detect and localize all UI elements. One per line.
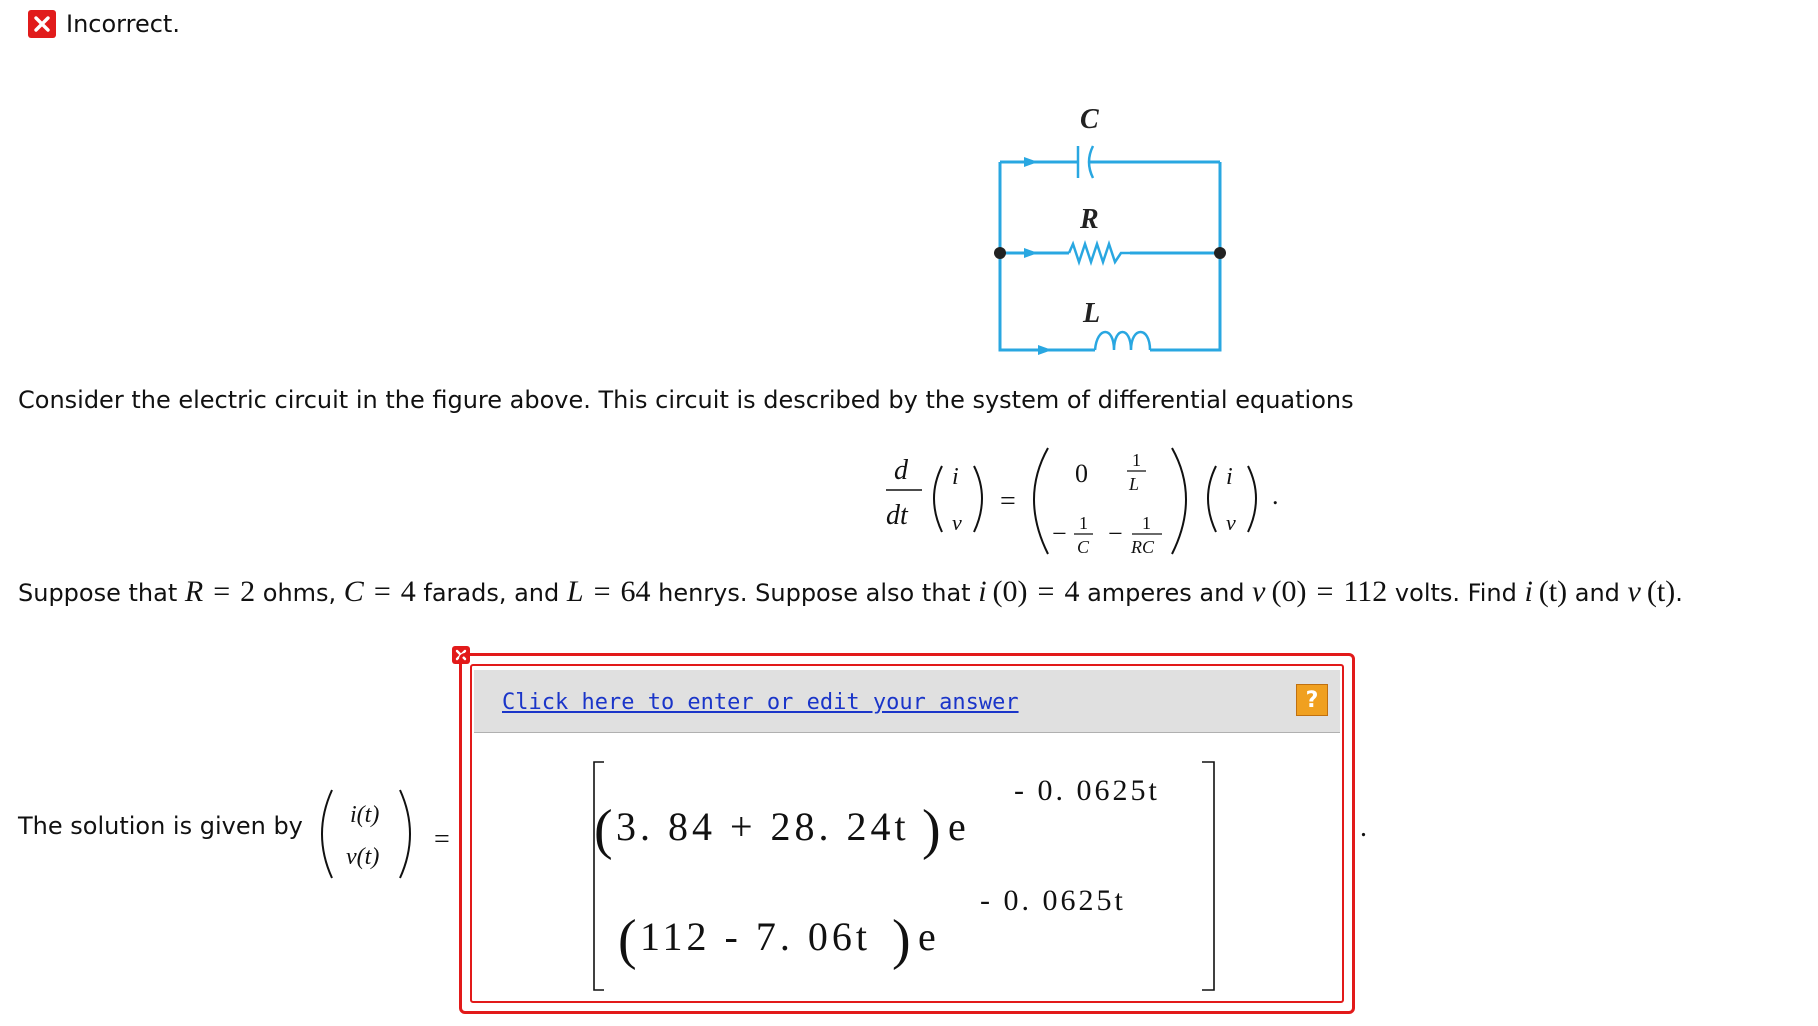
answer-row2-close: ) bbox=[892, 909, 911, 971]
given-it-arg: (t) bbox=[1538, 575, 1568, 608]
answer-row1-coeff: 3. 84 + 28. 24t bbox=[616, 804, 910, 849]
eq-d: d bbox=[894, 455, 908, 486]
answer-row2-exponent: - 0. 0625t bbox=[980, 884, 1126, 917]
solution-vt: v(t) bbox=[346, 844, 380, 870]
given-text-1: Suppose that bbox=[18, 579, 185, 607]
eq-dt: dt bbox=[886, 500, 908, 531]
eq-m21-num: 1 bbox=[1079, 513, 1088, 533]
given-i0-value: 4 bbox=[1064, 575, 1080, 608]
answer-row1-e: e bbox=[948, 804, 966, 849]
eq-m22-den: RC bbox=[1131, 537, 1155, 557]
problem-intro: Consider the electric circuit in the figure above. This circuit is described by the system of differential equations bbox=[18, 386, 1354, 414]
given-eq-1: = bbox=[213, 575, 231, 608]
solution-it: i(t) bbox=[350, 802, 380, 828]
given-i0-arg: (0) bbox=[992, 575, 1028, 608]
eq-m21-den: C bbox=[1077, 537, 1090, 557]
given-text-4: henrys. Suppose also that bbox=[650, 579, 979, 607]
solution-period: . bbox=[1360, 812, 1367, 843]
eq-equals: = bbox=[1000, 486, 1016, 517]
help-button[interactable]: ? bbox=[1296, 684, 1328, 716]
given-v0-arg: (0) bbox=[1271, 575, 1307, 608]
solution-label: The solution is given by bbox=[18, 812, 303, 840]
answer-row2-e: e bbox=[918, 914, 936, 959]
given-i0: i bbox=[978, 575, 987, 608]
answer-row2-open: ( bbox=[618, 909, 637, 971]
given-eq-3: = bbox=[593, 575, 611, 608]
given-values bbox=[18, 575, 1683, 625]
edit-answer-link[interactable]: Click here to enter or edit your answer bbox=[502, 690, 1019, 715]
given-vt-arg: (t) bbox=[1646, 575, 1676, 608]
answer-row1-close: ) bbox=[922, 799, 941, 861]
close-icon bbox=[28, 10, 56, 38]
given-text-3: farads, and bbox=[415, 579, 567, 607]
circuit-diagram bbox=[980, 92, 1240, 372]
given-R: R bbox=[184, 575, 204, 608]
answer-row1-open: ( bbox=[594, 799, 613, 861]
given-text-8: . bbox=[1675, 579, 1683, 607]
given-v0: v bbox=[1252, 575, 1266, 608]
given-eq-5: = bbox=[1316, 575, 1334, 608]
given-L: L bbox=[566, 575, 584, 608]
inductor-label: L bbox=[1083, 298, 1101, 329]
given-vt: v bbox=[1627, 575, 1641, 608]
capacitor-label: C bbox=[1080, 104, 1099, 135]
eq-m21-sign: − bbox=[1052, 519, 1067, 548]
result-status bbox=[28, 8, 180, 40]
answer-row1-exponent: - 0. 0625t bbox=[1014, 774, 1160, 807]
eq-m22-num: 1 bbox=[1142, 513, 1151, 533]
eq-vec1-v: v bbox=[952, 510, 962, 535]
ode-system bbox=[880, 442, 1360, 562]
eq-m11: 0 bbox=[1075, 459, 1088, 488]
solution-vector bbox=[316, 784, 462, 884]
eq-m22-sign: − bbox=[1108, 519, 1123, 548]
given-text-2: ohms, bbox=[255, 579, 344, 607]
given-text-6: volts. Find bbox=[1387, 579, 1525, 607]
answer-matrix bbox=[582, 756, 1222, 996]
given-eq-4: = bbox=[1037, 575, 1055, 608]
given-it: i bbox=[1524, 575, 1533, 608]
answer-box bbox=[459, 653, 1355, 1014]
solution-equals: = bbox=[434, 824, 450, 855]
eq-m12-den: L bbox=[1129, 474, 1140, 494]
given-eq-2: = bbox=[373, 575, 391, 608]
given-C-value: 4 bbox=[400, 575, 416, 608]
eq-vec1-i: i bbox=[952, 464, 959, 490]
given-R-value: 2 bbox=[240, 575, 256, 608]
eq-period: . bbox=[1272, 481, 1279, 510]
status-label: Incorrect. bbox=[66, 10, 180, 38]
given-C: C bbox=[343, 575, 364, 608]
resistor-label: R bbox=[1080, 204, 1099, 235]
eq-vec2-v: v bbox=[1226, 510, 1236, 535]
given-L-value: 64 bbox=[620, 575, 651, 608]
eq-m12-num: 1 bbox=[1132, 450, 1141, 470]
given-text-7: and bbox=[1567, 579, 1628, 607]
answer-toolbar bbox=[474, 670, 1340, 733]
answer-row2-coeff: 112 - 7. 06t bbox=[640, 914, 871, 959]
given-text-5: amperes and bbox=[1079, 579, 1253, 607]
given-v0-value: 112 bbox=[1343, 575, 1388, 608]
eq-vec2-i: i bbox=[1226, 464, 1233, 490]
